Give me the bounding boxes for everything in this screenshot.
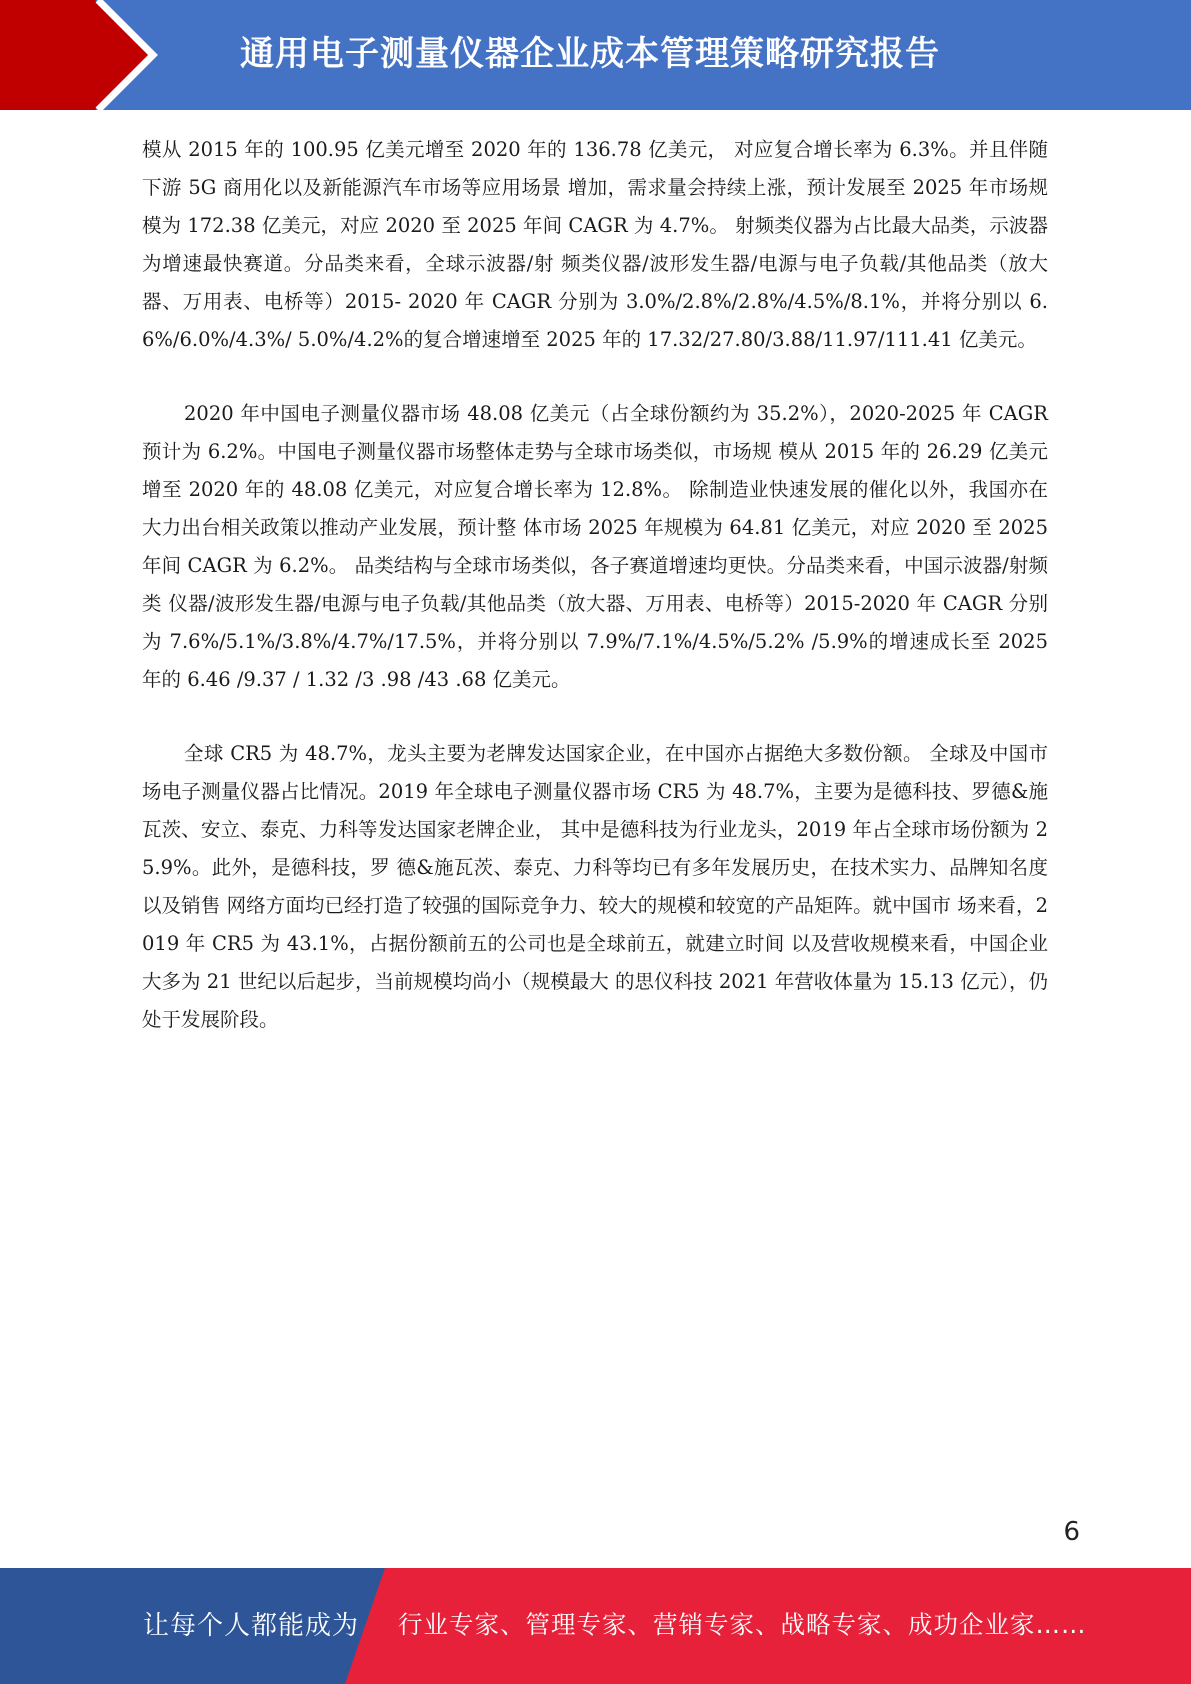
page-footer	[0, 1568, 1191, 1684]
report-body	[142, 131, 1048, 1075]
page-number: 6	[1063, 1517, 1080, 1547]
paragraph-china-market: 2020 年中国电子测量仪器市场 48.08 亿美元（占全球份额约为 35.2%），2020-2025 年 CAGR 预计为 6.2%。中国电子测量仪器市场整体走势与全球市场类似，市场规 模从 2015 年的 26.29 亿美元增至 2020 年的 48.08 亿美元，对应复合增长率为 12.8%。 除制造业快速发展的催化以外，我国亦在大力出台相关政策以推动产业发展，预计整 体市场 2025 年规模为 64.81 亿美元，对应 2020 至 2025 年间 CAGR 为 6.2%。 品类结构与全球市场类似，各子赛道增速均更快。分品类来看，中国示波器/射频类 仪器/波形发生器/电源与电子负载/其他品类（放大器、万用表、电桥等）2015-2020 年 CAGR 分别为 7.6%/5.1%/3.8%/4.7%/17.5%，并将分别以 7.9%/7.1%/4.5%/5.2% /5.9%的增速成长至 2025 年的 6.46 /9.37 / 1.32 /3 .98 /43 .68 亿美元。	[142, 402, 1048, 691]
page-header	[0, 0, 1191, 110]
report-title: 通用电子测量仪器企业成本管理策略研究报告	[240, 34, 940, 74]
paragraph-competition: 全球 CR5 为 48.7%，龙头主要为老牌发达国家企业，在中国亦占据绝大多数份额。 全球及中国市场电子测量仪器占比情况。2019 年全球电子测量仪器市场 CR5 为 48.7%，主要为是德科技、罗德&施瓦茨、安立、泰克、力科等发达国家老牌企业， 其中是德科技为行业龙头，2019 年占全球市场份额为 25.9%。此外，是德科技，罗 德&施瓦茨、泰克、力科等均已有多年发展历史，在技术实力、品牌知名度以及销售 网络方面均已经打造了较强的国际竞争力、较大的规模和较宽的产品矩阵。就中国市 场来看，2019 年 CR5 为 43.1%，占据份额前五的公司也是全球前五，就建立时间 以及营收规模来看，中国企业大多为 21 世纪以后起步，当前规模均尚小（规模最大 的思仪科技 2021 年营收体量为 15.13 亿元），仍处于发展阶段。	[142, 742, 1048, 1031]
footer-slogan-left: 让每个人都能成为	[143, 1611, 360, 1641]
paragraph-global-market: 模从 2015 年的 100.95 亿美元增至 2020 年的 136.78 亿美元， 对应复合增长率为 6.3%。并且伴随下游 5G 商用化以及新能源汽车市场等应用场景 增加，需求量会持续上涨，预计发展至 2025 年市场规模为 172.38 亿美元，对应 2020 至 2025 年间 CAGR 为 4.7%。 射频类仪器为占比最大品类，示波器为增速最快赛道。分品类来看，全球示波器/射 频类仪器/波形发生器/电源与电子负载/其他品类（放大器、万用表、电桥等）2015- 2020 年 CAGR 分别为 3.0%/2.8%/2.8%/4.5%/8.1%，并将分别以 6.6%/6.0%/4.3%/ 5.0%/4.2%的复合增速增至 2025 年的 17.32/27.80/3.88/11.97/111.41 亿美元。	[142, 138, 1048, 351]
footer-slogan-right: 行业专家、管理专家、营销专家、战略专家、成功企业家……	[398, 1610, 1087, 1639]
